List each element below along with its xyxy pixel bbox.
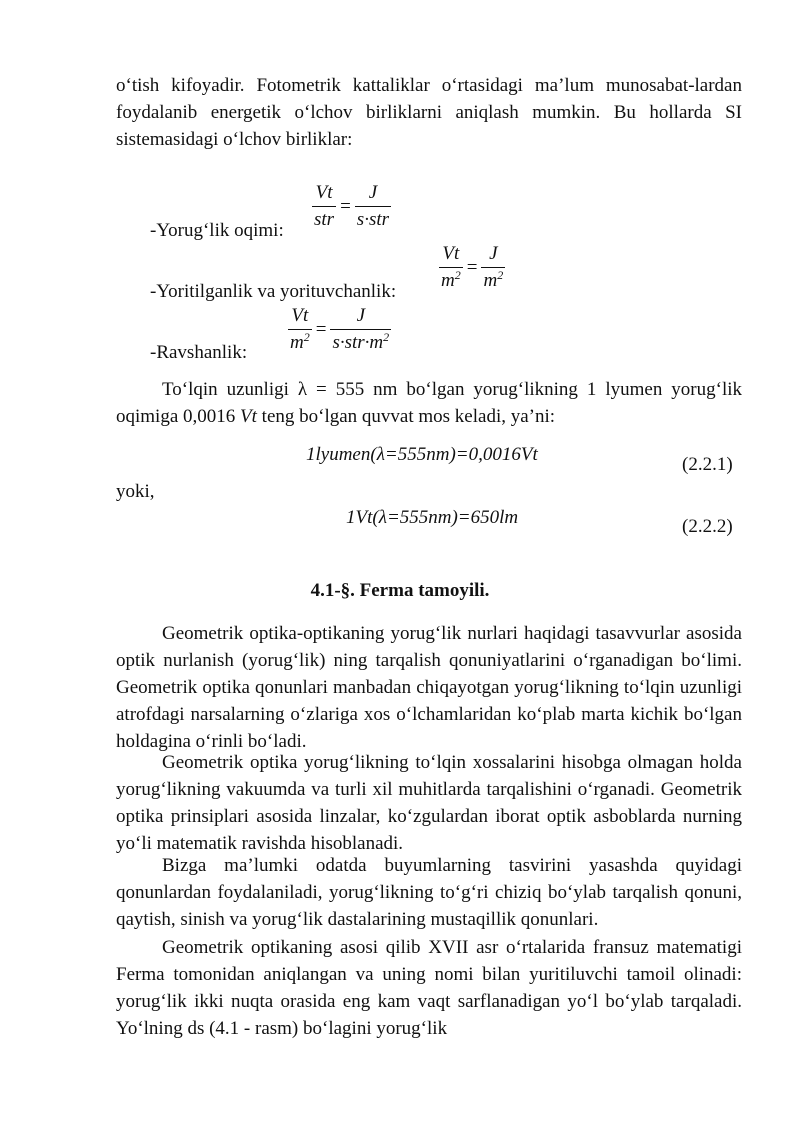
intro-paragraph: o‘tish kifoyadir. Fotometrik kattaliklar o‘rtasidagi ma’lum munosabat-lardan foydalanib energetik o‘lchov birliklarni aniqlash mumkin. Bu hollarda SI sistemasidagi o‘lchov birliklar: [116,75,742,150]
illuminance-label: -Yoritilganlik va yorituvchanlik: [150,281,397,302]
lum-equals: = [315,318,327,340]
flux-den-right: s·str [355,206,391,231]
paragraph-wave-properties: Geometrik optika yorug‘likning to‘lqin xossalarini hisobga olmagan holda yorug‘likning vakuumda va turli xil muhitlarda tarqalishini o‘rganadi. Geometrik optika prinsiplari asosida linzalar, ko‘zgulardan iborat optik asboblarda nurning yo‘li matematik ravishda hisoblanadi. [116,752,742,854]
luminance-formula [288,305,391,354]
equation-2-2-1: 1lyumen(λ=555nm)=0,0016Vt [306,444,538,465]
wavelength-text-b: teng bo‘lgan quvvat mos keladi, ya’ni: [261,406,556,427]
paragraph-laws: Bizga ma’lumki odatda buyumlarning tasvirini yasashda quyidagi qonunlardan foydalaniladi, yorug‘likning to‘g‘ri chiziq bo‘ylab tarqalish qonuni, qaytish, sinish va yorug‘lik dastalarining mustaqillik qonunlari. [116,855,742,930]
flux-den-left: str [312,206,336,231]
equation-2-2-2: 1Vt(λ=555nm)=650lm [346,507,519,528]
illum-num-left: Vt [442,243,460,264]
equation-number-2-2-1: (2.2.1) [682,454,733,475]
wavelength-paragraph [116,376,742,430]
illum-den-right: m [483,270,498,291]
illum-equals: = [466,256,478,278]
lum-den-left-exp: 2 [303,330,310,344]
flux-equals: = [340,195,351,217]
flux-label: -Yorug‘lik oqimi: [150,220,284,241]
lum-den-left: m [290,332,304,353]
wavelength-text-a: To‘lqin uzunligi λ = 555 nm bo‘lgan yorug‘likning 1 lyumen yorug‘lik oqimiga 0,0016 [116,379,742,427]
lum-num-left: Vt [291,305,309,326]
wavelength-unit: Vt [240,406,257,427]
lum-den-right-exp: 2 [383,330,390,344]
illuminance-formula [439,243,505,292]
illum-den-right-exp: 2 [497,268,504,282]
flux-num-right: J [368,182,378,203]
equation-number-2-2-2: (2.2.2) [682,516,733,537]
lum-num-right: J [356,305,366,326]
paragraph-geometric-optics: Geometrik optika-optikaning yorug‘lik nurlari haqidagi tasavvurlar asosida optik nurlanish (yorug‘lik) ning tarqalish qonuniyatlarini o‘rganadigan bo‘limi. Geometrik optika qonunlari manbadan chiqayotgan yorug‘likning to‘lqin uzunligi atrofdagi narsalarning o‘zlariga xos o‘lchamlaridan ko‘plab marta kichik bo‘lgan holdagina o‘rinli bo‘ladi. [116,623,742,752]
flux-formula [312,182,391,231]
luminance-label: -Ravshanlik: [150,342,248,363]
lum-den-right: s·str·m [332,332,384,353]
section-heading: 4.1-§. Ferma tamoyili. [310,580,490,601]
illum-num-right: J [489,243,498,264]
illum-den-left: m [441,270,455,291]
flux-num-left: Vt [315,182,333,203]
paragraph-fermat-principle: Geometrik optikaning asosi qilib XVII asr o‘rtalarida fransuz matematigi Ferma tomonidan aniqlangan va uning nomi bilan yuritiluvchi tamoil olinadi: yorug‘lik ikki nuqta orasida eng kam vaqt sarflanadigan yo‘l bo‘ylab tarqaladi. Yo‘lning ds (4.1 - rasm) bo‘lagini yorug‘lik [116,937,742,1039]
illum-den-left-exp: 2 [454,268,461,282]
yoki-text: yoki, [116,481,155,502]
